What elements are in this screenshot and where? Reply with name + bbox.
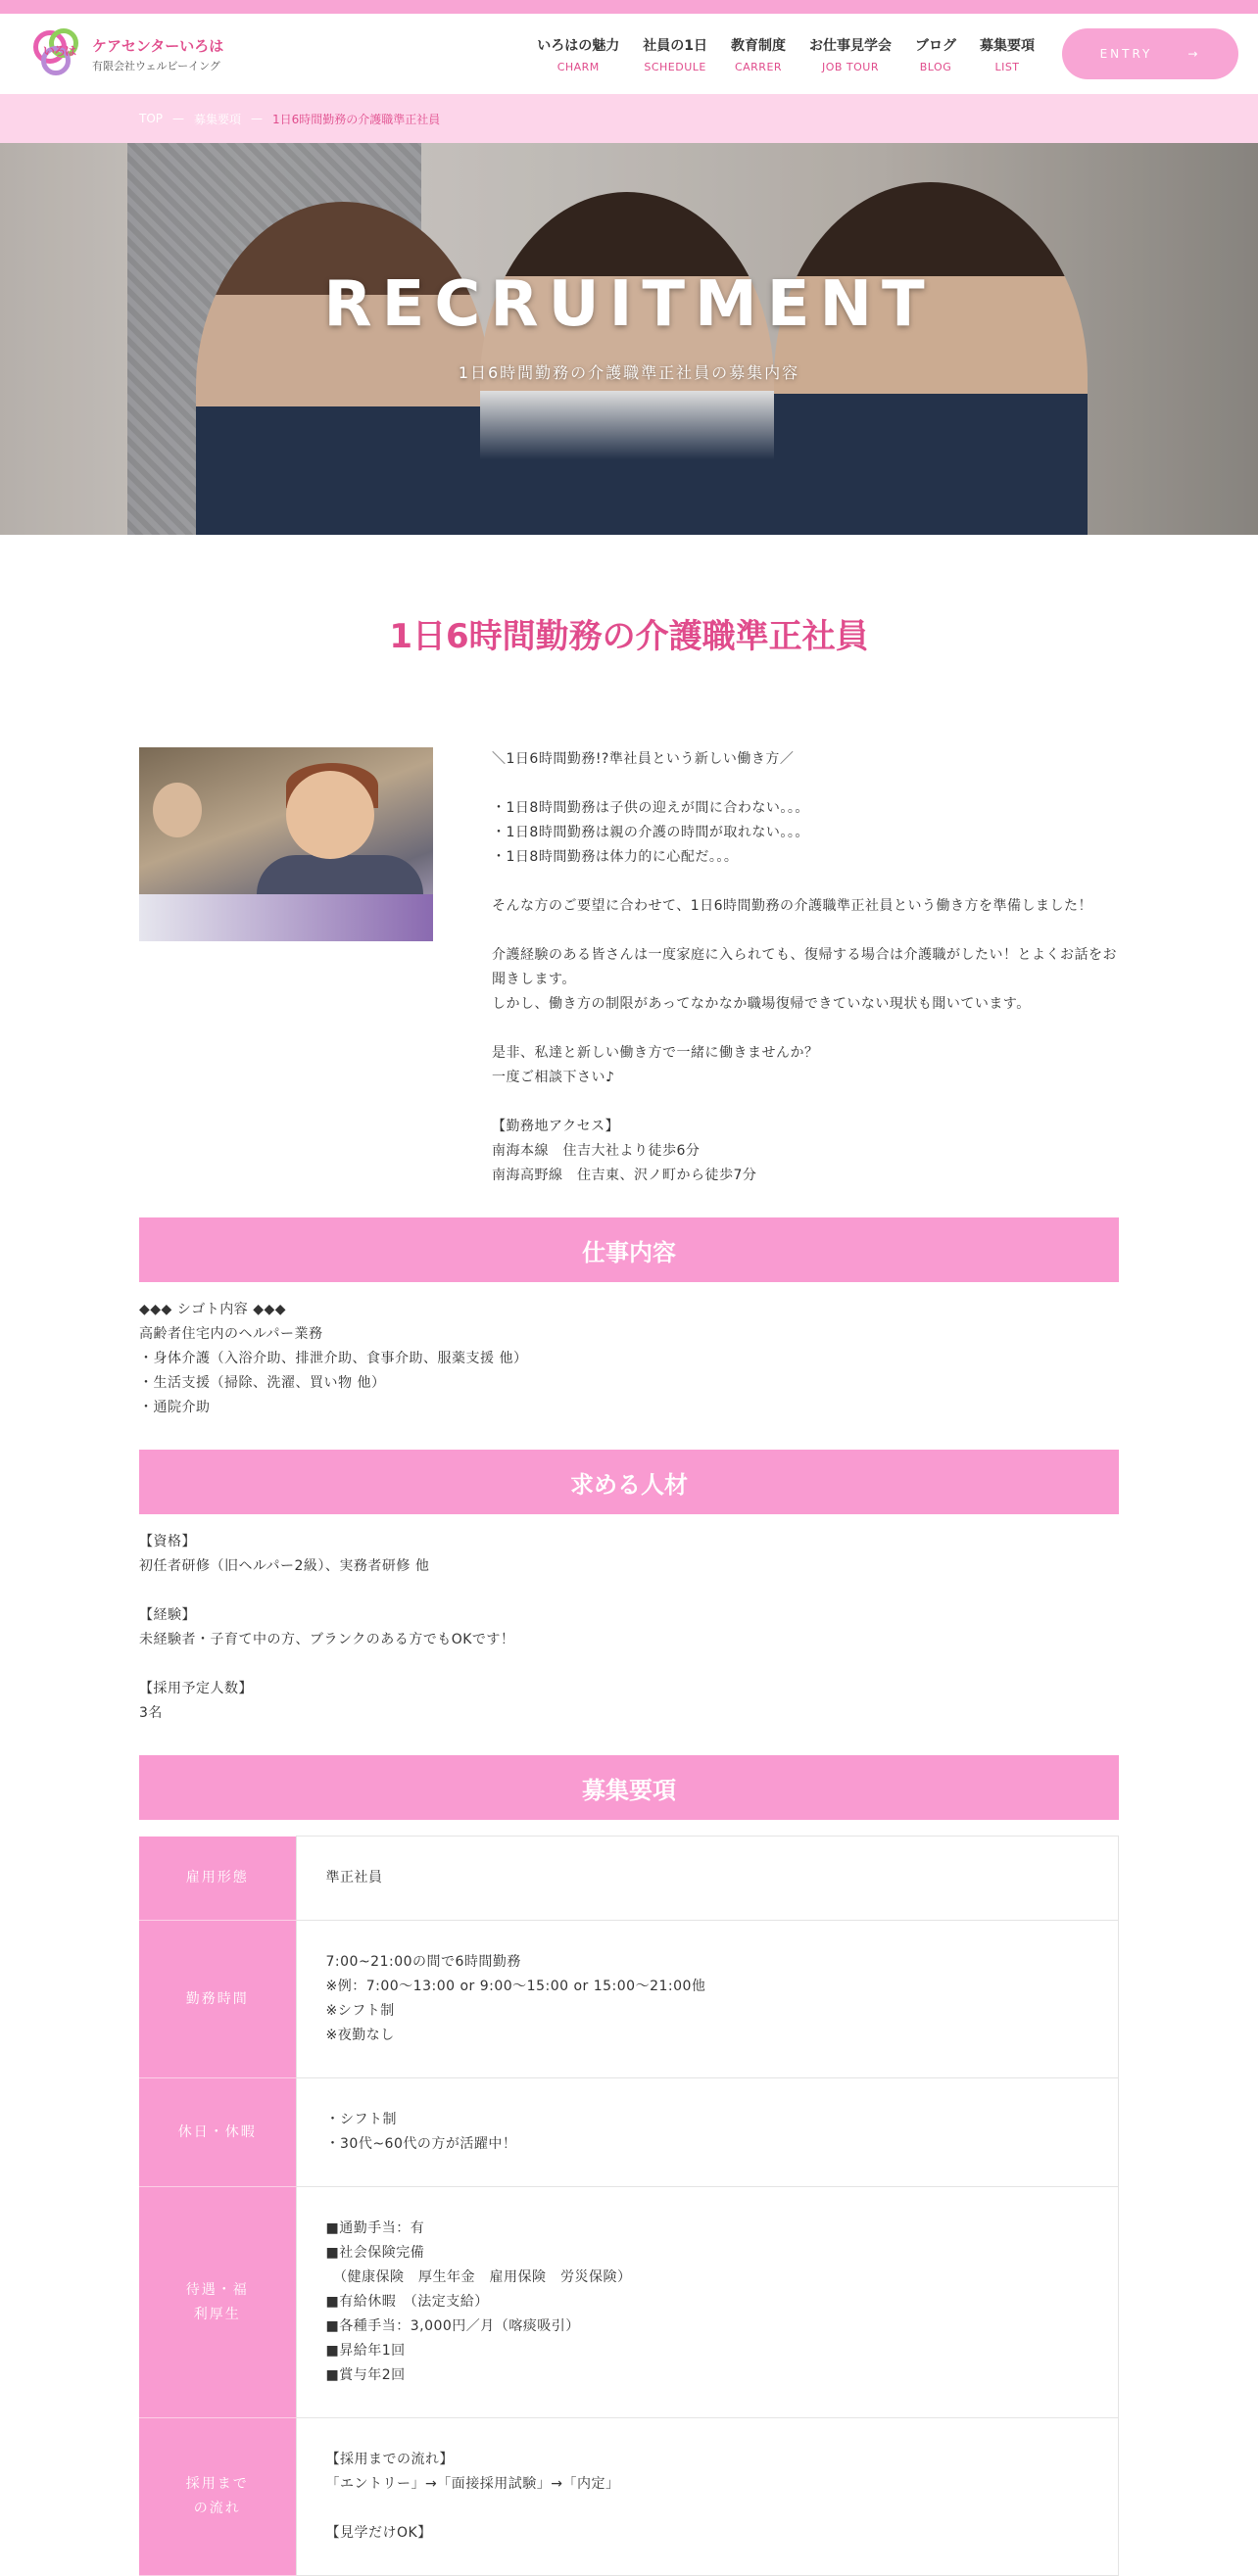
nav-label-jp: 社員の1日: [643, 37, 707, 54]
breadcrumb-separator: —: [251, 112, 264, 125]
table-cell: 【採用までの流れ】 「エントリー」→「面接採用試験」→「内定」 【見学だけOK】: [296, 2418, 1119, 2576]
table-header-cell: 雇用形態: [139, 1837, 296, 1921]
nav-item-carrer[interactable]: [731, 35, 786, 73]
logo[interactable]: [31, 26, 266, 81]
breadcrumb-separator: —: [172, 112, 185, 125]
table-header-cell: 勤務時間: [139, 1921, 296, 2078]
nav-label-jp: 教育制度: [731, 37, 786, 54]
breadcrumb: [0, 94, 1258, 143]
intro-text: ＼1日6時間勤務!?準社員という新しい働き方／ ・1日8時間勤務は子供の迎えが間に合わない。。。 ・1日8時間勤務は親の介護の時間が取れない。。。 ・1日8時間勤務は体力的に心配だ。。。 そんな方のご要望に合わせて、1日6時間勤務の介護職準正社員という働き方を準備しました！ 介護経験のある皆さんは一度家庭に入られても、復帰する場合は介護職がしたい！とよくお話をお聞きします。 しかし、働き方の制限があってなかなか職場復帰できていない現状も聞いています。 是非、私達と新しい働き方で一緒に働きませんか？ 一度ご相談下さい♪ 【勤務地アクセス】 南海本線 住吉大社より徒歩6分 南海高野線 住吉東、沢ノ町から徒歩7分: [492, 751, 1117, 1183]
hero-title: RECRUITMENT: [323, 268, 935, 341]
nav-label-en: BLOG: [919, 60, 952, 73]
nav-item-job-tour[interactable]: [809, 35, 892, 73]
nav-item-blog[interactable]: [915, 35, 956, 73]
entry-button-label: ENTRY: [1099, 47, 1153, 61]
breadcrumb-item-list[interactable]: 募集要項: [194, 112, 242, 126]
entry-button[interactable]: [1062, 28, 1238, 79]
nav-label-jp: いろはの魅力: [537, 37, 620, 54]
table-header-cell: 休日・休暇: [139, 2078, 296, 2187]
table-cell: 準正社員: [296, 1837, 1119, 1921]
section-heading-job: 仕事内容: [139, 1217, 1119, 1282]
intro-photo: [139, 747, 433, 941]
nav-item-charm[interactable]: [537, 35, 619, 73]
table-cell: 7:00~21:00の間で6時間勤務 ※例：7:00～13:00 or 9:00～15:00 or 15:00～21:00他 ※シフト制 ※夜勤なし: [296, 1921, 1119, 2078]
nav-item-list[interactable]: [980, 35, 1035, 73]
top-accent-bar: [0, 0, 1258, 14]
table-cell: ■通勤手当：有 ■社会保険完備 （健康保険 厚生年金 雇用保険 労災保険） ■有給休暇 （法定支給） ■各種手当：3,000円／月（喀痰吸引） ■昇給年1回 ■賞与年2回: [296, 2187, 1119, 2418]
nav-label-jp: お仕事見学会: [809, 37, 892, 54]
table-row: [139, 2078, 1119, 2187]
table-header-cell: 待遇・福利厚生: [139, 2187, 296, 2418]
nav-label-en: CHARM: [556, 60, 600, 73]
nav-item-schedule[interactable]: [643, 35, 707, 73]
table-row: [139, 1921, 1119, 2078]
main-content: [139, 609, 1119, 2576]
table-row: [139, 1837, 1119, 1921]
nav-label-jp: 募集要項: [980, 37, 1035, 54]
page-title: 1日6時間勤務の介護職準正社員: [389, 617, 869, 656]
table-header-cell: 採用までの流れ: [139, 2418, 296, 2576]
hero-subtitle: 1日6時間勤務の介護職準正社員の募集内容: [458, 363, 800, 382]
breadcrumb-item-top[interactable]: TOP: [139, 112, 164, 125]
hero-banner: [0, 143, 1258, 535]
table-row: [139, 2418, 1119, 2576]
section-body-job: ◆◆◆ シゴト内容 ◆◆◆ 高齢者住宅内のヘルパー業務 ・身体介護（入浴介助、排泄介助、食事介助、服薬支援 他） ・生活支援（掃除、洗濯、買い物 他） ・通院介助: [139, 1302, 528, 1415]
nav-label-jp: ブログ: [915, 37, 956, 54]
intro-block: [139, 747, 1119, 1188]
nav-label-en: LIST: [994, 60, 1020, 73]
nav-label-en: CARRER: [734, 60, 783, 73]
company-name: 有限会社ウェルビーイング: [92, 59, 220, 72]
arrow-right-icon: →: [1187, 47, 1201, 61]
breadcrumb-item-current: 1日6時間勤務の介護職準正社員: [272, 112, 441, 126]
logo-mark-text: いろは: [43, 44, 76, 58]
logo-mark-icon: [31, 26, 86, 81]
section-heading-recruitment: 募集要項: [139, 1755, 1119, 1820]
section-heading-requirements: 求める人材: [139, 1450, 1119, 1514]
global-nav: [537, 35, 1035, 73]
requirements-table: [139, 1836, 1119, 2576]
table-row: [139, 2187, 1119, 2418]
nav-label-en: SCHEDULE: [644, 60, 706, 73]
section-body-requirements: 【資格】 初任者研修（旧ヘルパー2級）、実務者研修 他 【経験】 未経験者・子育て中の方、ブランクのある方でもOKです！ 【採用予定人数】 3名: [139, 1534, 515, 1721]
table-cell: ・シフト制 ・30代~60代の方が活躍中！: [296, 2078, 1119, 2187]
nav-label-en: JOB TOUR: [821, 60, 880, 73]
site-header: [0, 14, 1258, 94]
logo-name: ケアセンターいろは: [92, 36, 224, 55]
